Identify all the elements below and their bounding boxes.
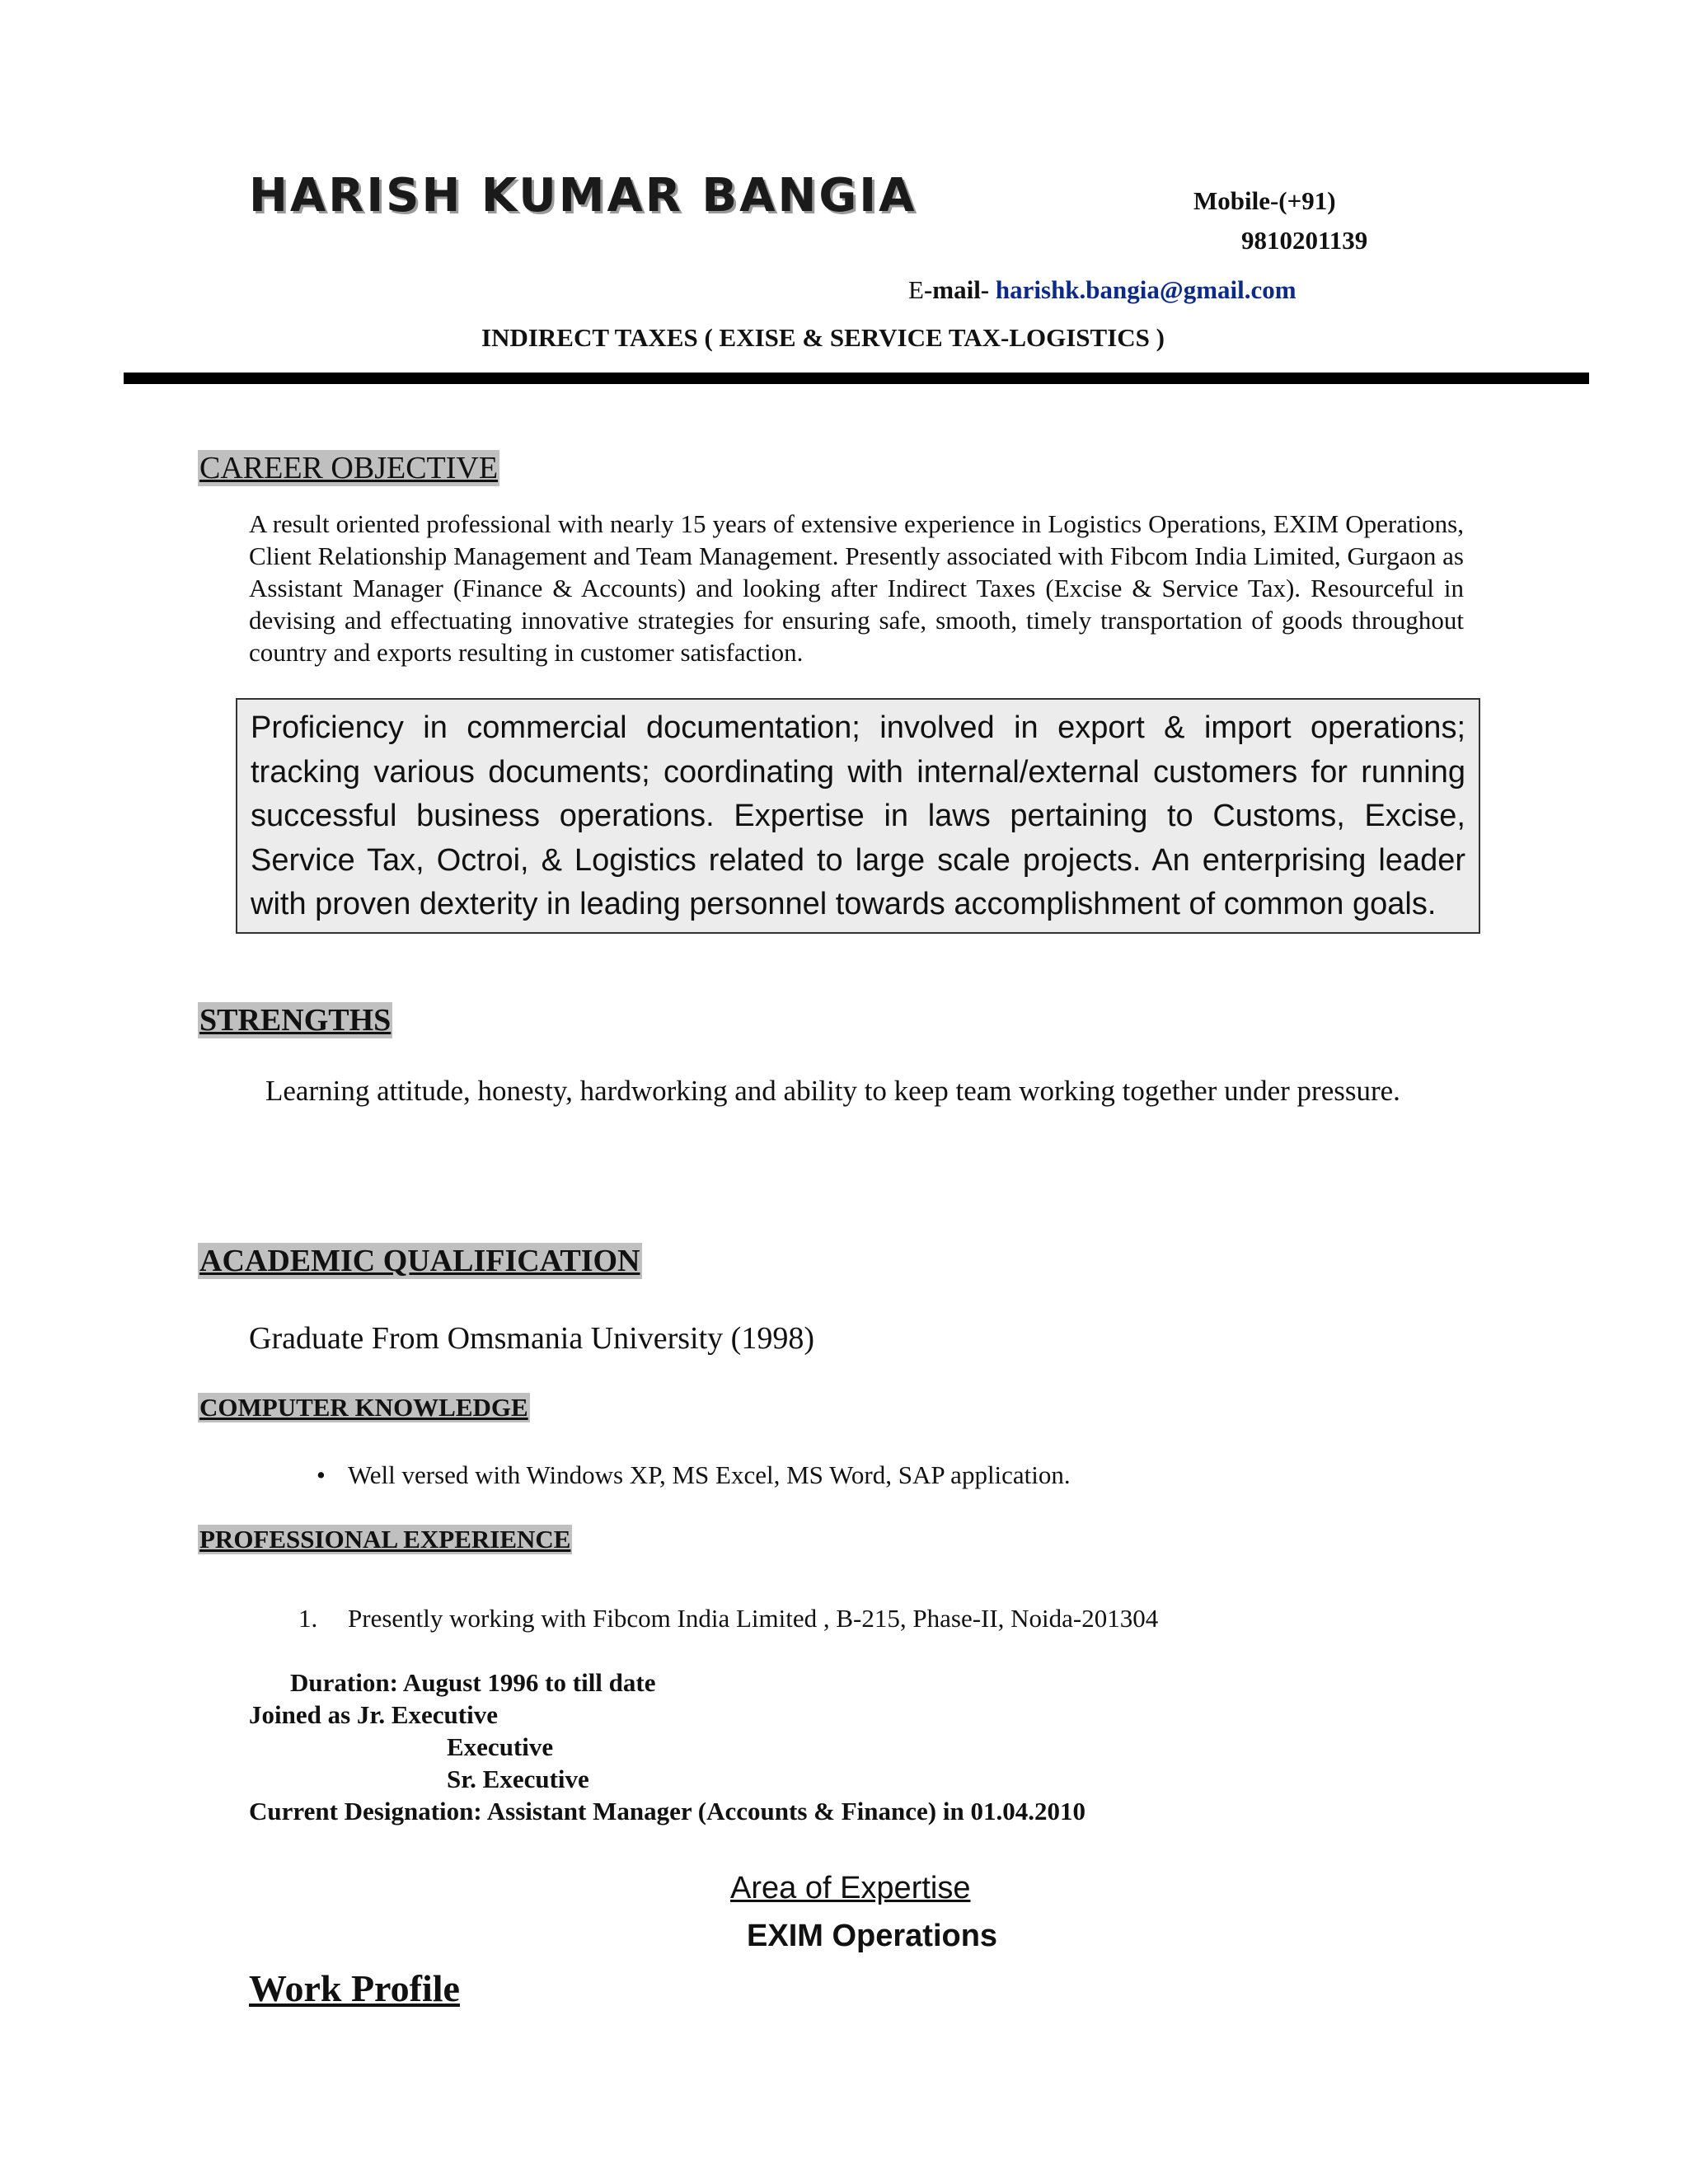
header-divider bbox=[124, 373, 1589, 384]
experience-joined: Joined as Jr. Executive bbox=[249, 1700, 498, 1729]
expertise-subtitle: EXIM Operations bbox=[747, 1919, 998, 1953]
resume-subtitle: INDIRECT TAXES ( EXISE & SERVICE TAX-LOGISTICS ) bbox=[481, 323, 1165, 352]
career-objective-text: A result oriented professional with nearly 15 years of extensive experience in Logistics Operations, EXIM Operations, Client Relationship Management and Team Management. Presently associated with Fibcom India Limited, Gurgaon as Assistant Manager (Finance & Accounts) and looking after Indirect Taxes (Excise & Service Tax). Resourceful in devising and effectuating innovative strategies for ensuring safe, smooth, timely transportation of goods throughout country and exports resulting in customer satisfaction. bbox=[249, 509, 1464, 667]
email-link[interactable]: harishk.bangia@gmail.com bbox=[995, 275, 1296, 304]
computer-item: Well versed with Windows XP, MS Excel, MS Word, SAP application. bbox=[348, 1460, 1071, 1489]
strengths-heading: STRENGTHS bbox=[199, 1003, 392, 1038]
experience-duration: Duration: August 1996 to till date bbox=[290, 1668, 656, 1697]
proficiency-box: Proficiency in commercial documentation; involved in export & import operations; tracking various documents; coordinating with internal/external customers for running successful business operations. Expertise in laws pertaining to Customs, Excise, Service Tax, Octroi, & Logistics related to large scale projects. An enterprising leader with proven dexterity in leading personnel towards accomplishment of common goals. bbox=[236, 698, 1480, 934]
experience-item: Presently working with Fibcom India Limited , B-215, Phase-II, Noida-201304 bbox=[348, 1604, 1159, 1633]
mobile-number: 9810201139 bbox=[1241, 226, 1368, 255]
experience-role: Sr. Executive bbox=[447, 1765, 589, 1793]
candidate-name: HARISH KUMAR BANGIA bbox=[249, 169, 917, 223]
work-profile-heading: Work Profile bbox=[249, 1967, 460, 2009]
academic-text: Graduate From Omsmania University (1998) bbox=[249, 1321, 814, 1356]
experience-number: 1. bbox=[298, 1604, 318, 1633]
current-designation: Current Designation: Assistant Manager (Accounts & Finance) in 01.04.2010 bbox=[249, 1797, 1085, 1825]
email-row bbox=[908, 275, 1296, 305]
experience-role: Executive bbox=[447, 1732, 554, 1761]
mobile-label: Mobile-(+91) bbox=[1193, 186, 1336, 215]
bullet-icon: • bbox=[316, 1460, 326, 1489]
career-objective-heading: CAREER OBJECTIVE bbox=[199, 451, 499, 485]
email-label: -mail- bbox=[923, 275, 990, 304]
professional-heading: PROFESSIONAL EXPERIENCE bbox=[199, 1525, 571, 1554]
strengths-text: Learning attitude, honesty, hardworking and ability to keep team working together under pressure. bbox=[265, 1075, 1400, 1107]
academic-heading: ACADEMIC QUALIFICATION bbox=[199, 1244, 640, 1278]
email-prefix: E bbox=[908, 275, 924, 304]
expertise-title: Area of Expertise bbox=[730, 1871, 971, 1905]
computer-heading: COMPUTER KNOWLEDGE bbox=[199, 1393, 528, 1422]
